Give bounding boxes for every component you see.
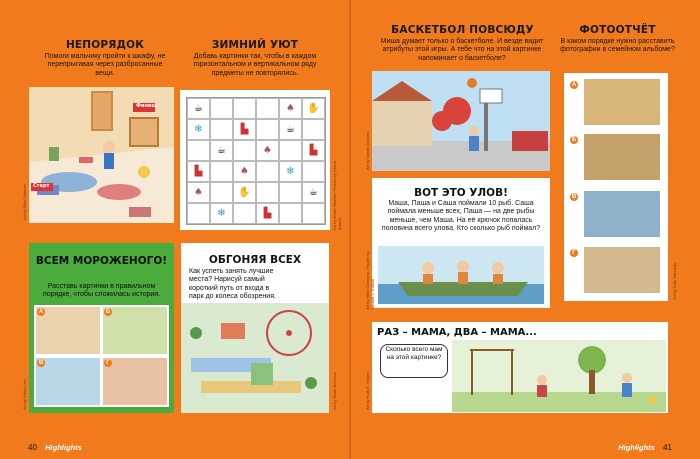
snowflake-icon: ❄ — [279, 161, 302, 182]
catch-box — [372, 178, 550, 308]
moms-credit: Art by Ruth E. Harper — [365, 371, 370, 410]
finish-label: Финиш — [136, 103, 157, 109]
catch-desc: Маша, Паша и Саша поймали 10 рыб. Саша поймала меньше всех, Паша — на две рыбы меньше, чем Маша. На её крючок попалась половина всего улова. Кто сколько рыб поймал? — [381, 200, 541, 232]
icecream-pictures — [34, 305, 169, 407]
story-frame-a — [36, 307, 100, 354]
icecream-title: ВСЕМ МОРОЖЕНОГО! — [35, 255, 168, 267]
photo-b — [584, 134, 660, 180]
mess-illustration — [29, 87, 174, 223]
boots-icon: ▙ — [187, 161, 210, 182]
spine — [349, 0, 351, 459]
brand-logo-right: Highlights — [618, 443, 655, 452]
mitten-icon: ✋ — [302, 98, 325, 119]
race-box — [181, 243, 329, 413]
catch-title: ВОТ ЭТО УЛОВ! — [414, 187, 508, 199]
cup-icon: ☕ — [279, 119, 302, 140]
mess-desc: Помоги мальчику пройти к шкафу, не перепрыгивая через разбросанные вещи. — [44, 53, 166, 77]
moms-box — [372, 322, 668, 413]
moms-desc: Сколько всего мам на этой картинке? — [385, 346, 443, 361]
race-desc: Как успеть занять лучшие места? Нарисуй самый короткий путь от входа в парк до колеса обозрения. — [189, 268, 276, 300]
fishing-boat-picture — [378, 246, 544, 304]
mitten-icon: ✋ — [233, 182, 256, 203]
page-number-left: 40 — [28, 443, 37, 452]
basket-credit: Art by Daniel Guidera — [365, 131, 370, 170]
start-label: Старт — [33, 183, 50, 189]
photo-a — [584, 79, 660, 125]
label-a: А — [571, 82, 577, 88]
boots-icon: ▙ — [256, 203, 279, 224]
photo-album-panel — [564, 73, 668, 301]
icecream-box — [29, 243, 174, 413]
hat-icon: ♠ — [279, 98, 302, 119]
amusement-park-map — [181, 303, 329, 413]
cup-icon: ☕ — [187, 98, 210, 119]
race-credit: Art by Scott McCloud — [332, 372, 337, 410]
race-title: ОБГОНЯЯ ВСЕХ — [208, 254, 302, 266]
label-a: А — [38, 309, 44, 315]
basket-illustration — [372, 71, 550, 171]
basketball-street-picture — [372, 71, 550, 171]
mess-credit: Art by Mike Sommer — [22, 183, 27, 220]
icecream-desc: Расставь картинки в правильном порядке, чтобы сложилась история. — [42, 283, 161, 299]
story-frame-c — [36, 358, 100, 405]
snowflake-icon: ❄ — [210, 203, 233, 224]
icecream-credit: Art by Nancy Lee — [22, 379, 27, 410]
photo-title: ФОТООТЧЁТ — [579, 24, 656, 36]
boots-icon: ▙ — [233, 119, 256, 140]
page-number-right: 41 — [663, 443, 672, 452]
cozy-credit: Art by Kevin Zimmer / Puzzle by Chuck Adams — [332, 160, 342, 230]
cup-icon: ☕ — [210, 140, 233, 161]
winter-puzzle-grid — [186, 97, 326, 225]
catch-credit: Art by Mark Corcoran / Puzzle by Tamara L. Gilliam — [365, 251, 375, 310]
playground-picture — [452, 340, 666, 412]
snowflake-icon: ❄ — [187, 119, 210, 140]
right-footer — [618, 443, 672, 452]
cozy-title: ЗИМНИЙ УЮТ — [211, 39, 299, 51]
label-b: Б — [105, 309, 111, 315]
cup-icon: ☕ — [302, 182, 325, 203]
photo-desc: В каком порядке нужно расставить фотографии в семейном альбоме? — [560, 38, 675, 54]
left-footer — [28, 443, 82, 452]
story-frame-d — [103, 358, 167, 405]
mess-title: НЕПОРЯДОК — [65, 39, 145, 51]
label-c: В — [571, 194, 577, 200]
hat-icon: ♠ — [187, 182, 210, 203]
basket-desc: Миша думает только о баскетболе. И везде видит атрибуты этой игры. А тебе что на этой картинке напоминает о баскетболе? — [380, 38, 544, 62]
brand-logo-left: Highlights — [45, 443, 82, 452]
photo-credit: Art by Kelly Kennedy — [672, 262, 677, 300]
photo-c — [584, 191, 660, 237]
moms-title: РАЗ – МАМА, ДВА – МАМА... — [377, 327, 537, 338]
hat-icon: ♠ — [233, 161, 256, 182]
label-b: Б — [571, 137, 577, 143]
photo-d — [584, 247, 660, 293]
story-frame-b — [103, 307, 167, 354]
boots-icon: ▙ — [302, 140, 325, 161]
hat-icon: ♠ — [256, 140, 279, 161]
label-d: Г — [104, 359, 112, 367]
label-c: В — [38, 360, 44, 366]
cozy-desc: Добавь картинки так, чтобы в каждом горизонтальном и вертикальном ряду предметы не повторялись. — [193, 53, 317, 77]
basket-title: БАСКЕТБОЛ ПОВСЮДУ — [391, 24, 534, 36]
label-d: Г — [570, 249, 578, 257]
